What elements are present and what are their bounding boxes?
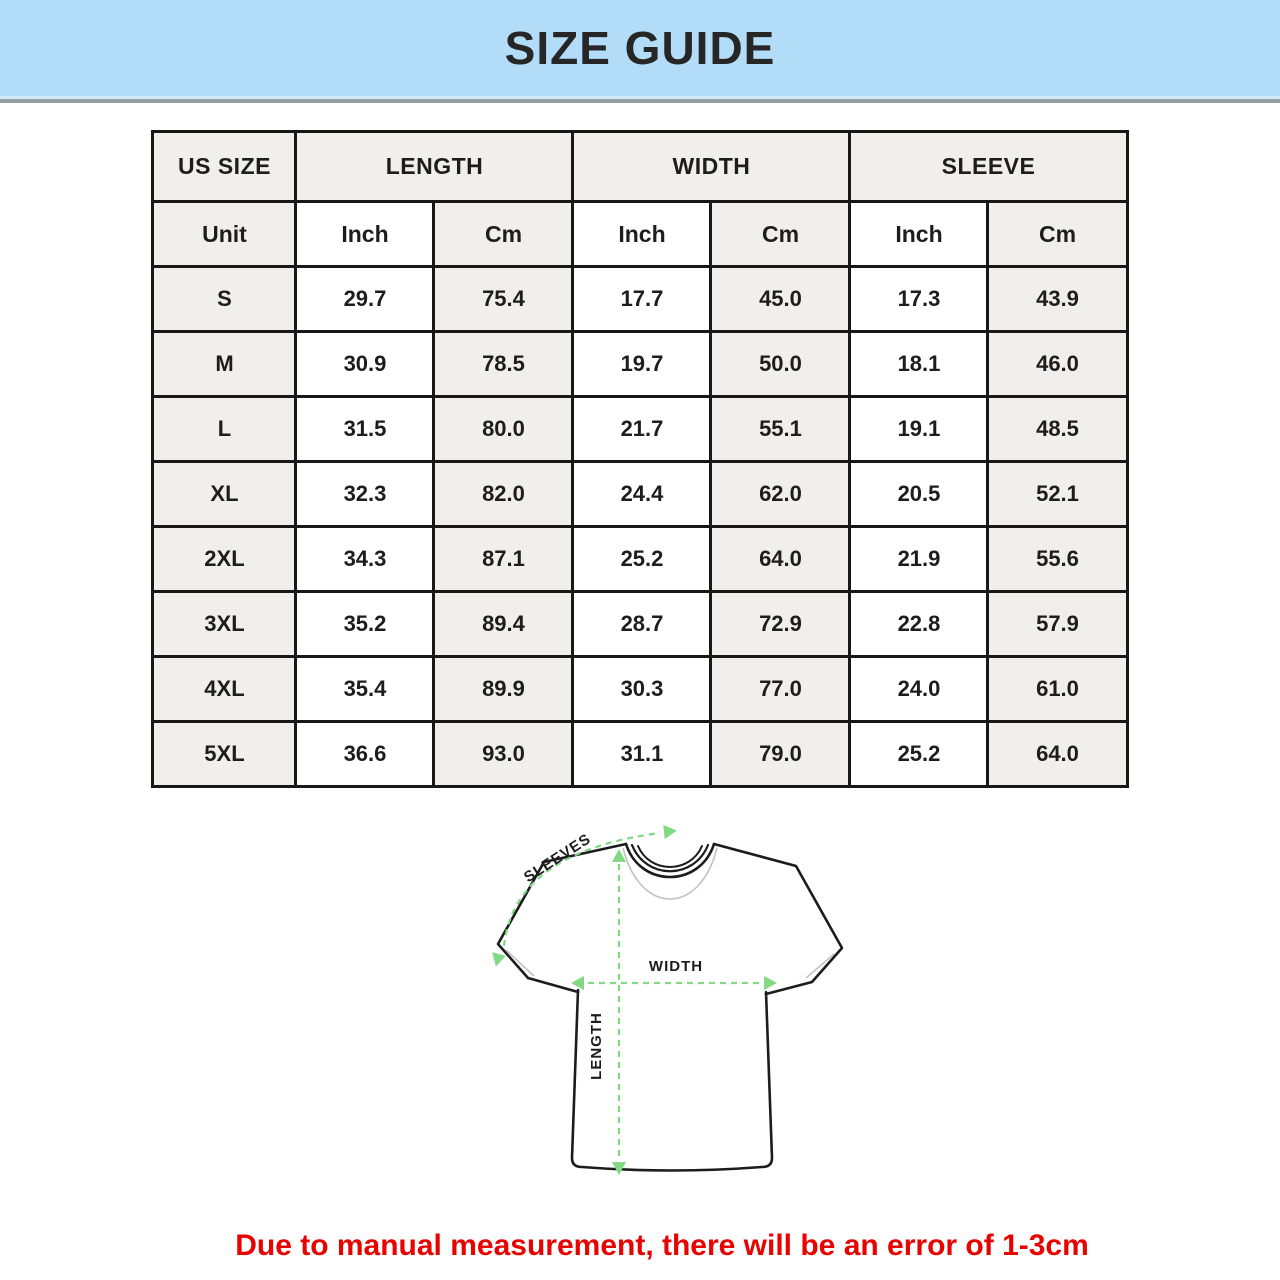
sleeves-arrowhead-right <box>663 824 677 839</box>
tshirt-measurement-diagram <box>480 818 860 1213</box>
length-cm-cell: 75.4 <box>434 267 573 332</box>
tshirt-outline <box>498 844 842 1171</box>
sleeve-inch-cell: 20.5 <box>850 462 988 527</box>
table-row <box>153 527 1127 592</box>
size-cell: L <box>153 397 296 462</box>
size-cell: M <box>153 332 296 397</box>
width-inch-cell: 25.2 <box>573 527 711 592</box>
size-cell: 2XL <box>153 527 296 592</box>
width-inch-cell: 30.3 <box>573 657 711 722</box>
unit-cell: Unit <box>153 202 296 267</box>
length-cm-cell: 87.1 <box>434 527 573 592</box>
length-label: LENGTH <box>588 1012 605 1080</box>
sleeve-cm-cell: 48.5 <box>988 397 1127 462</box>
banner <box>0 0 1280 96</box>
col-header-width: WIDTH <box>573 132 850 202</box>
sleeve-cm-cell: 55.6 <box>988 527 1127 592</box>
length-cm-cell: 78.5 <box>434 332 573 397</box>
size-cell: XL <box>153 462 296 527</box>
sleeve-inch-cell: 21.9 <box>850 527 988 592</box>
width-inch-cell: 21.7 <box>573 397 711 462</box>
width-inch-cell: 28.7 <box>573 592 711 657</box>
sleeves-label: SLEEVES <box>520 830 595 887</box>
sleeve-cm-cell: 61.0 <box>988 657 1127 722</box>
width-cm-cell: 45.0 <box>711 267 850 332</box>
length-inch-cell: 31.5 <box>296 397 434 462</box>
width-cm-cell: 64.0 <box>711 527 850 592</box>
length-inch-cell: 35.4 <box>296 657 434 722</box>
length-cm-cell: 82.0 <box>434 462 573 527</box>
width-arrowhead-left <box>571 976 584 990</box>
sleeve-inch-cell: 25.2 <box>850 722 988 787</box>
length-inch-cell: 30.9 <box>296 332 434 397</box>
size-table <box>151 130 1128 788</box>
sleeve-inch-cell: 18.1 <box>850 332 988 397</box>
size-cell: 4XL <box>153 657 296 722</box>
length-inch-cell: 35.2 <box>296 592 434 657</box>
length-cm-cell: 80.0 <box>434 397 573 462</box>
width-inch-cell: 19.7 <box>573 332 711 397</box>
unit-cell: Inch <box>573 202 711 267</box>
sleeves-arrowhead-left <box>489 952 506 968</box>
length-cm-cell: 89.9 <box>434 657 573 722</box>
size-cell: S <box>153 267 296 332</box>
sleeve-cm-cell: 64.0 <box>988 722 1127 787</box>
sleeve-inch-cell: 19.1 <box>850 397 988 462</box>
banner-edge-dark <box>0 99 1280 103</box>
sleeve-inch-cell: 22.8 <box>850 592 988 657</box>
length-inch-cell: 36.6 <box>296 722 434 787</box>
sleeve-inch-cell: 17.3 <box>850 267 988 332</box>
unit-cell: Cm <box>434 202 573 267</box>
unit-cell: Inch <box>850 202 988 267</box>
sleeve-cm-cell: 43.9 <box>988 267 1127 332</box>
width-inch-cell: 24.4 <box>573 462 711 527</box>
sleeve-cm-cell: 52.1 <box>988 462 1127 527</box>
table-unit-row <box>153 202 1127 267</box>
table-row <box>153 332 1127 397</box>
length-cm-cell: 93.0 <box>434 722 573 787</box>
table-group-header-row <box>153 132 1127 202</box>
width-cm-cell: 50.0 <box>711 332 850 397</box>
width-arrowhead-right <box>764 976 777 990</box>
width-cm-cell: 79.0 <box>711 722 850 787</box>
width-inch-cell: 31.1 <box>573 722 711 787</box>
length-inch-cell: 29.7 <box>296 267 434 332</box>
col-header-us-size: US SIZE <box>153 132 296 202</box>
table-row <box>153 397 1127 462</box>
unit-cell: Cm <box>988 202 1127 267</box>
table-row <box>153 267 1127 332</box>
table-row <box>153 722 1127 787</box>
sleeve-cm-cell: 46.0 <box>988 332 1127 397</box>
page-title: SIZE GUIDE <box>504 22 776 74</box>
width-label: WIDTH <box>648 958 704 975</box>
width-inch-cell: 17.7 <box>573 267 711 332</box>
length-inch-cell: 34.3 <box>296 527 434 592</box>
size-cell: 5XL <box>153 722 296 787</box>
length-cm-cell: 89.4 <box>434 592 573 657</box>
unit-cell: Inch <box>296 202 434 267</box>
sleeve-inch-cell: 24.0 <box>850 657 988 722</box>
table-row <box>153 657 1127 722</box>
col-header-length: LENGTH <box>296 132 573 202</box>
col-header-sleeve: SLEEVE <box>850 132 1127 202</box>
measurement-disclaimer: Due to manual measurement, there will be an error of 1-3cm <box>235 1229 1089 1262</box>
width-cm-cell: 72.9 <box>711 592 850 657</box>
unit-cell: Cm <box>711 202 850 267</box>
sleeve-cm-cell: 57.9 <box>988 592 1127 657</box>
width-cm-cell: 62.0 <box>711 462 850 527</box>
length-inch-cell: 32.3 <box>296 462 434 527</box>
size-cell: 3XL <box>153 592 296 657</box>
width-cm-cell: 55.1 <box>711 397 850 462</box>
width-cm-cell: 77.0 <box>711 657 850 722</box>
table-row <box>153 462 1127 527</box>
table-row <box>153 592 1127 657</box>
tshirt-diagram-svg <box>480 818 860 1213</box>
